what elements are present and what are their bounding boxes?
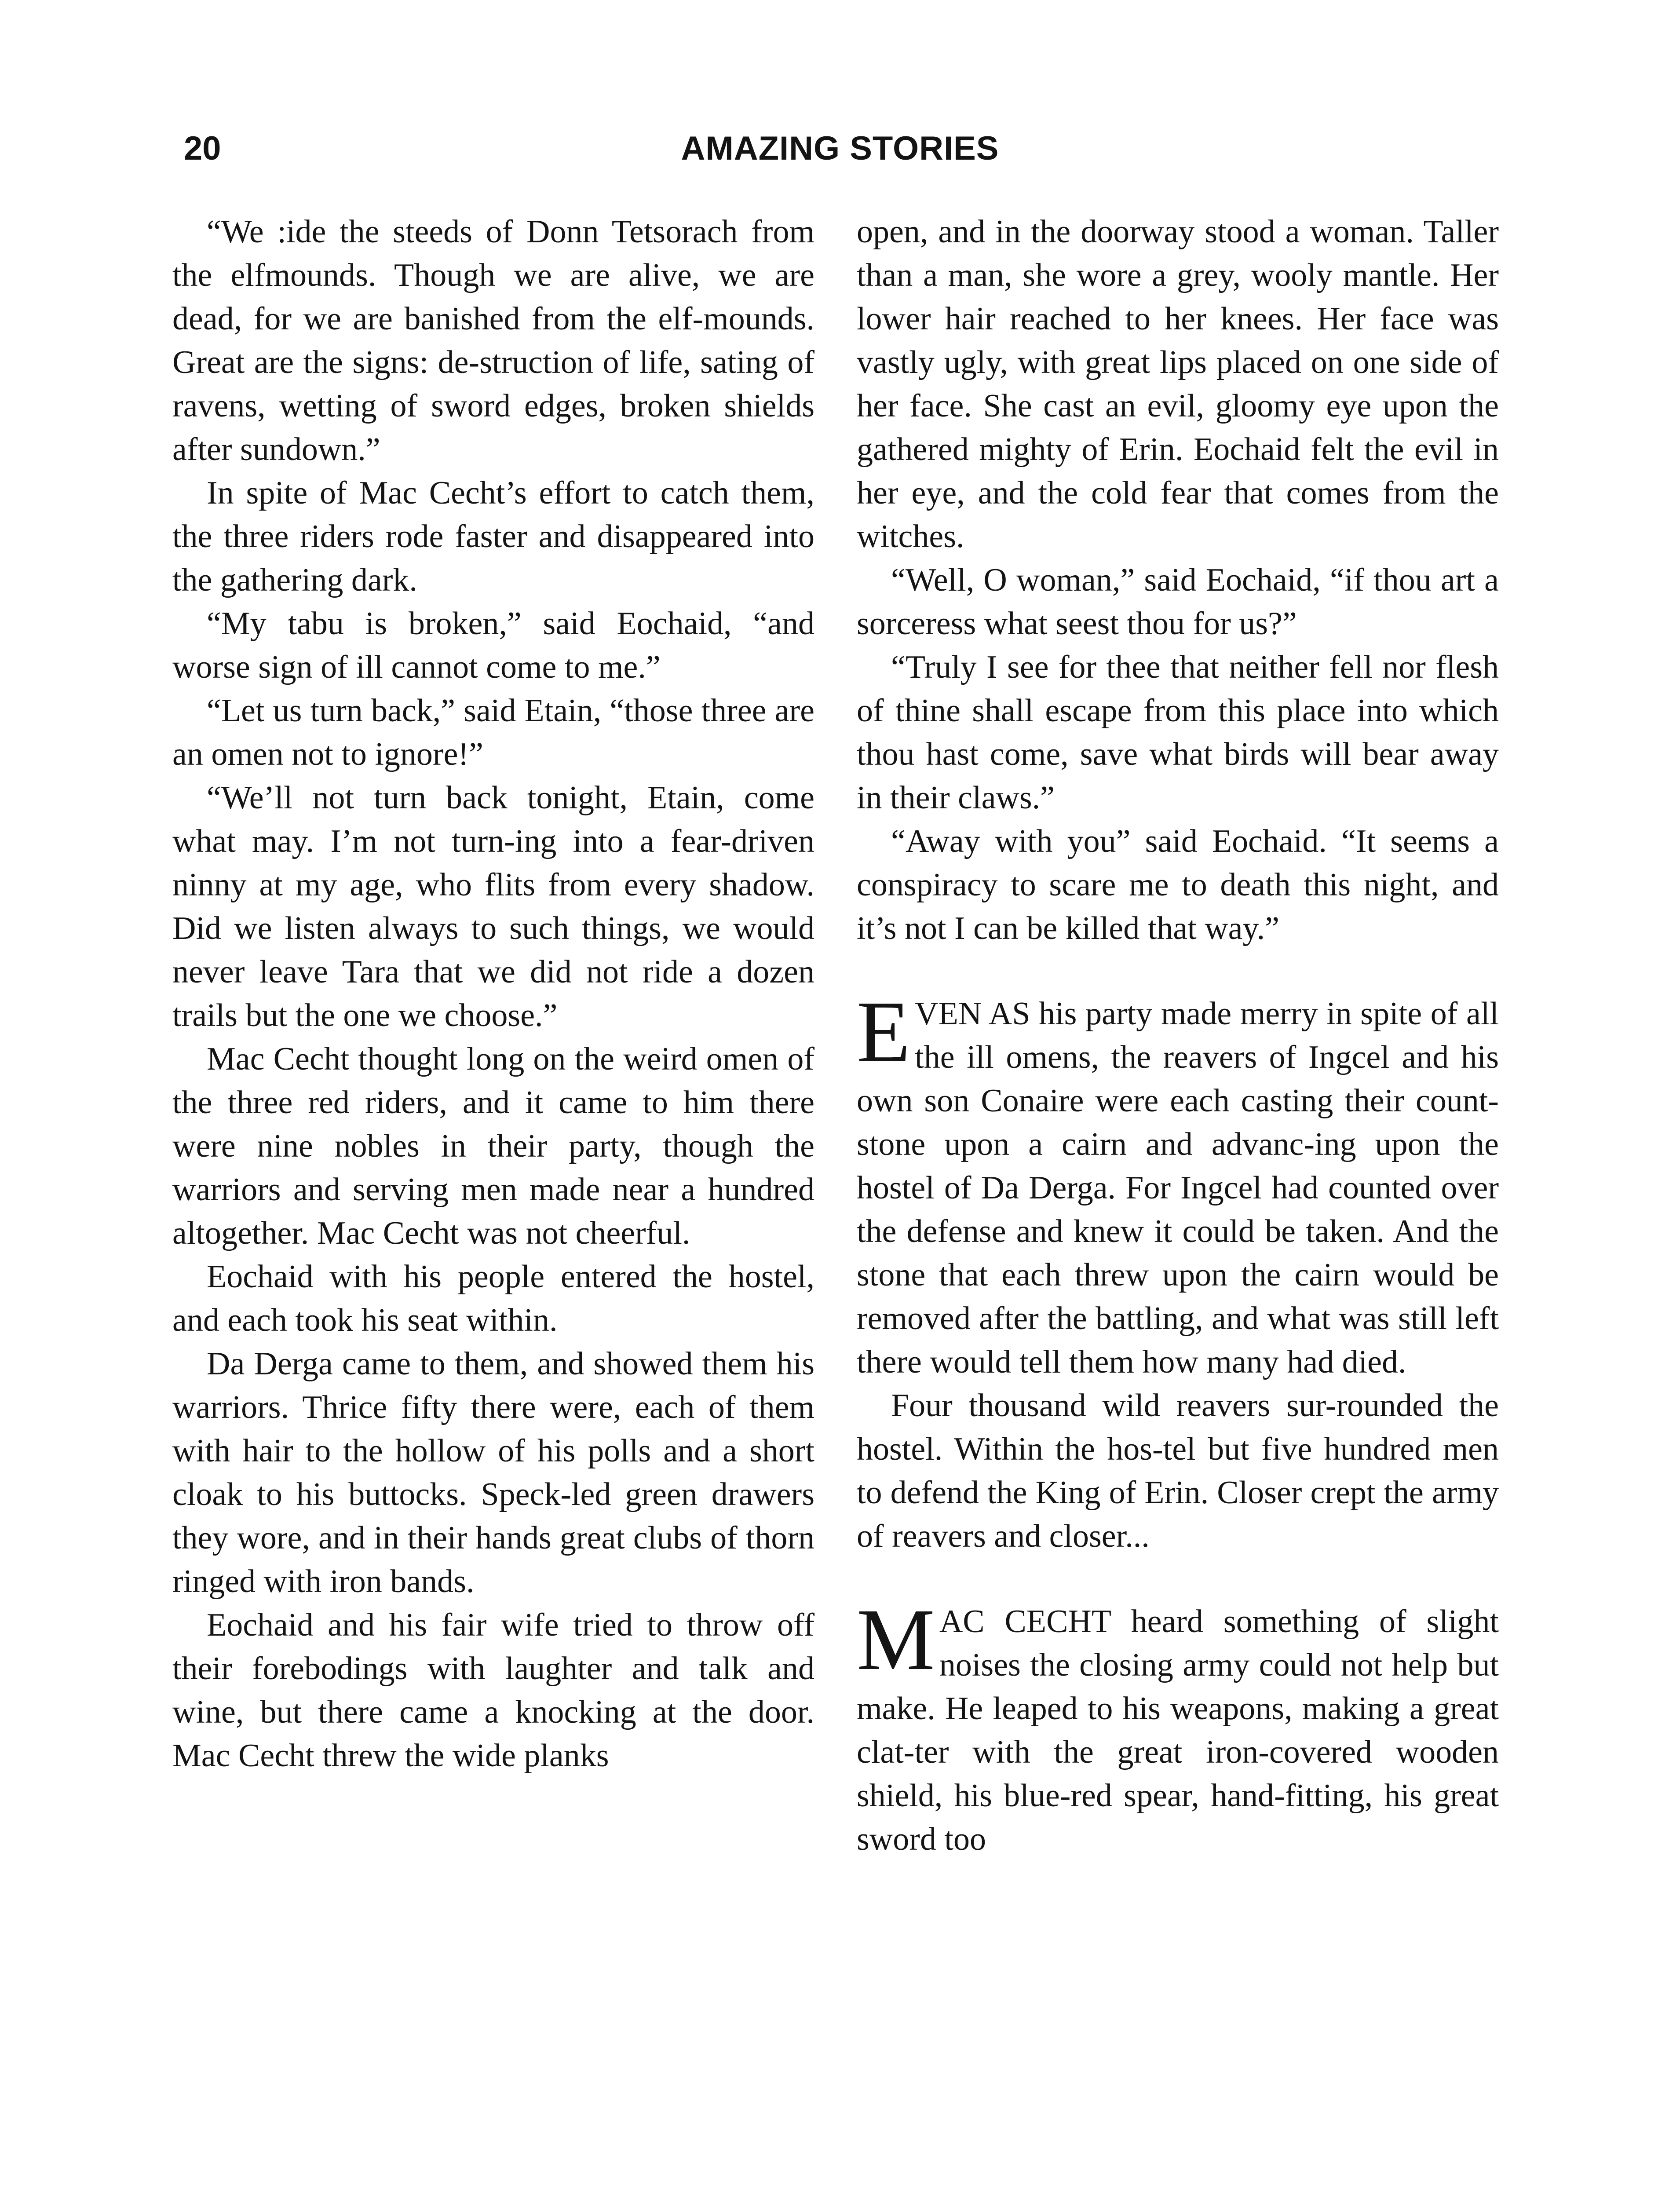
paragraph: Mac Cecht thought long on the weird omen of the three red riders, and it came to him there were nine nobles in their party, though the warriors and serving men made near a hundred altogether. Mac Cecht was not cheerful. [172,1041,814,1251]
lead-in-caps: AC CECHT [939,1604,1111,1640]
lead-in-caps: VEN AS [915,996,1030,1032]
paragraph: “We’ll not turn back tonight, Etain, come what may. I’m not turn-ing into a fear-driven ninny at my age, who flits from every shadow. Did we listen always to such things, we would never leave Tara that we did not ride a dozen trails but the one we choose.” [172,780,814,1034]
paragraph: “Away with you” said Eochaid. “It seems a conspiracy to scare me to death this night, and it’s not I can be killed that way.” [857,823,1499,946]
drop-cap: E [857,983,911,1081]
paragraph-text: his party made merry in spite of all the ill omens, the reavers of Ingcel and his own son Conaire were each casting their count-stone upon a cairn and advanc-ing upon the hostel of Da Derga. For Ingcel had counted over the defense and knew it could be taken. And the stone that each threw upon the cairn would be removed after the battling, and what was still left there would tell them how many had died. [857,996,1499,1380]
paragraph: Four thousand wild reavers sur-rounded the hostel. Within the hos-tel but five hundred men to defend the King of Erin. Closer crept the army of reavers and closer... [857,1388,1499,1554]
magazine-title: AMAZING STORIES [681,130,999,167]
left-column [172,210,814,1778]
paragraph: “Let us turn back,” said Etain, “those three are an omen not to ignore!” [172,693,814,772]
paragraph: Eochaid with his people entered the hostel, and each took his seat within. [172,1259,814,1338]
drop-cap: M [857,1591,935,1688]
paragraph: “Well, O woman,” said Eochaid, “if thou art a sorceress what seest thou for us?” [857,562,1499,642]
paragraph-text: heard something of slight noises the closing army could not help but make. He leaped to his weapons, making a great clat-ter with the great iron-covered wooden shield, his blue-red spear, hand-fitting, his great sword too [857,1604,1499,1857]
section-opening-paragraph [857,983,1499,1384]
paragraph: “My tabu is broken,” said Eochaid, “and worse sign of ill cannot come to me.” [172,606,814,685]
section-break [857,1558,1499,1600]
paragraph: Eochaid and his fair wife tried to throw off their forebodings with laughter and talk and wine, but there came a knocking at the door. Mac Cecht threw the wide planks [172,1607,814,1774]
paragraph: “Truly I see for thee that neither fell nor flesh of thine shall escape from this place into which thou hast come, save what birds will bear away in their claws.” [857,649,1499,816]
paragraph: Da Derga came to them, and showed them his warriors. Thrice fifty there were, each of them with hair to the hollow of his polls and a short cloak to his buttocks. Speck-led green drawers they wore, and in their hands great clubs of thorn ringed with iron bands. [172,1346,814,1600]
page-number: 20 [184,130,221,167]
continued-paragraph: open, and in the doorway stood a woman. Taller than a man, she wore a grey, wooly mantle. Her lower hair reached to her knees. Her face was vastly ugly, with great lips placed on one side of her face. She cast an evil, gloomy eye upon the gathered mighty of Erin. Eochaid felt the evil in her eye, and the cold fear that comes from the witches. [857,214,1499,555]
section-opening-paragraph [857,1591,1499,1861]
paragraph: In spite of Mac Cecht’s effort to catch them, the three riders rode faster and disappeared into the gathering dark. [172,475,814,598]
section-break [857,950,1499,992]
right-column [857,210,1499,1861]
paragraph: “We :ide the steeds of Donn Tetsorach from the elfmounds. Though we are alive, we are dead, for we are banished from the elf-mounds. Great are the signs: de-struction of life, sating of ravens, wetting of sword edges, broken shields after sundown.” [172,214,814,468]
